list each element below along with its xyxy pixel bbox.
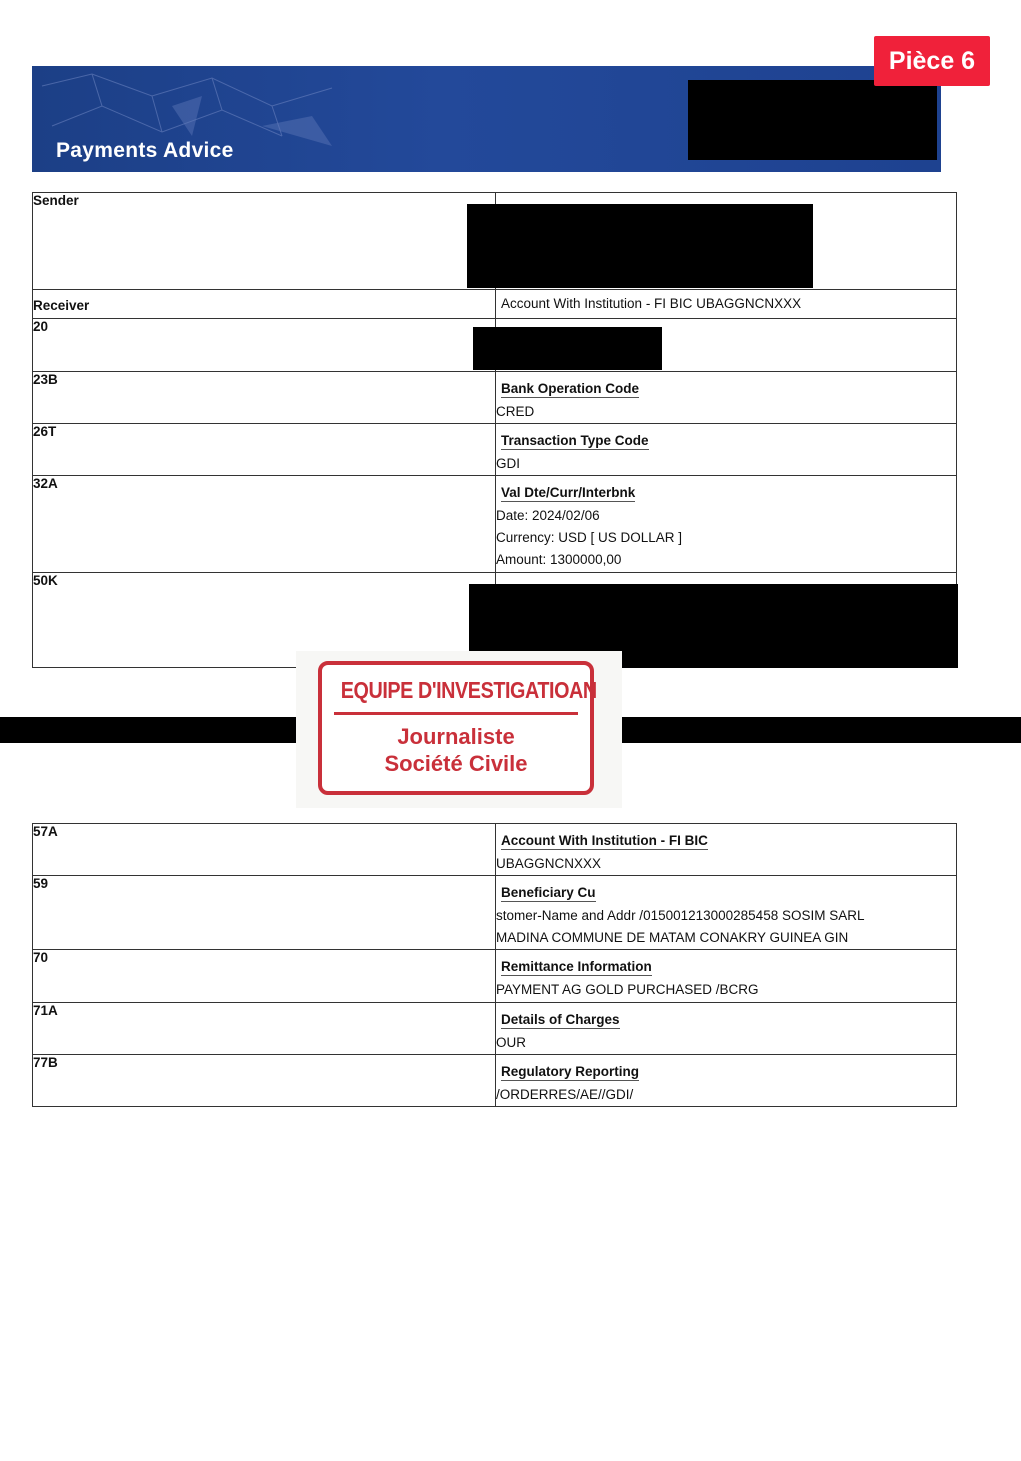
field-code: 32A — [33, 476, 496, 573]
stamp-title: EQUIPE D'INVESTIGATIOAN — [340, 677, 597, 703]
piece-badge: Pièce 6 — [874, 36, 990, 86]
field-value-line: PAYMENT AG GOLD PURCHASED /BCRG — [496, 982, 759, 997]
table-row — [33, 824, 957, 876]
field-label: Account With Institution - FI BIC — [501, 833, 708, 848]
field-value — [496, 876, 957, 950]
redaction-block — [688, 80, 937, 160]
redaction-bar — [616, 717, 1021, 743]
field-value — [496, 1055, 957, 1107]
table-row — [33, 950, 957, 1003]
field-value-line: CRED — [496, 404, 535, 419]
field-label: Remittance Information — [501, 959, 652, 974]
field-code: 71A — [33, 1003, 496, 1055]
field-label: Beneficiary Cu — [501, 885, 596, 900]
field-value-line: OUR — [496, 1035, 526, 1050]
table-row — [33, 290, 957, 319]
stamp-overlay — [296, 651, 622, 808]
field-value-line: stomer-Name and Addr /015001213000285458 SOSIM SARL — [496, 908, 865, 923]
field-label: Val Dte/Curr/Interbnk — [501, 485, 636, 500]
field-value-line: Account With Institution - FI BIC UBAGGNCNXXX — [501, 296, 802, 311]
field-code: Receiver — [33, 290, 496, 319]
table-row — [33, 372, 957, 424]
stamp-line: Société Civile — [384, 751, 528, 776]
page-title: Payments Advice — [56, 139, 234, 162]
redaction-block — [473, 327, 662, 370]
field-value-line: UBAGGNCNXXX — [496, 856, 602, 871]
investigation-stamp — [318, 661, 597, 795]
field-label: Regulatory Reporting — [501, 1064, 640, 1079]
field-code: 70 — [33, 950, 496, 1003]
field-value — [496, 950, 957, 1003]
field-code: Sender — [33, 193, 496, 290]
table-row — [33, 424, 957, 476]
stamp-line: Journaliste — [397, 724, 515, 749]
field-value — [496, 424, 957, 476]
field-value-line: MADINA COMMUNE DE MATAM CONAKRY GUINEA GIN — [496, 930, 849, 945]
field-value-line: Date: 2024/02/06 — [496, 508, 600, 523]
redaction-block — [467, 204, 813, 288]
field-value — [496, 1003, 957, 1055]
field-code: 77B — [33, 1055, 496, 1107]
table-row — [33, 1055, 957, 1107]
field-code: 57A — [33, 824, 496, 876]
redaction-bar — [0, 717, 302, 743]
field-code: 50K — [33, 573, 496, 668]
advice-table-bottom — [32, 823, 957, 1107]
table-row — [33, 476, 957, 573]
field-value — [496, 290, 957, 319]
field-value — [496, 476, 957, 573]
field-value-line: Amount: 1300000,00 — [496, 552, 622, 567]
field-code: 26T — [33, 424, 496, 476]
field-value-line: GDI — [496, 456, 521, 471]
field-code: 59 — [33, 876, 496, 950]
field-code: 20 — [33, 319, 496, 372]
field-value-line: /ORDERRES/AE//GDI/ — [496, 1087, 634, 1102]
field-label: Bank Operation Code — [501, 381, 640, 396]
table-row — [33, 1003, 957, 1055]
field-value — [496, 824, 957, 876]
stamp-divider — [334, 712, 578, 715]
field-label: Details of Charges — [501, 1012, 620, 1027]
field-label: Transaction Type Code — [501, 433, 649, 448]
field-value — [496, 372, 957, 424]
field-code: 23B — [33, 372, 496, 424]
table-row — [33, 876, 957, 950]
field-value-line: Currency: USD [ US DOLLAR ] — [496, 530, 683, 545]
